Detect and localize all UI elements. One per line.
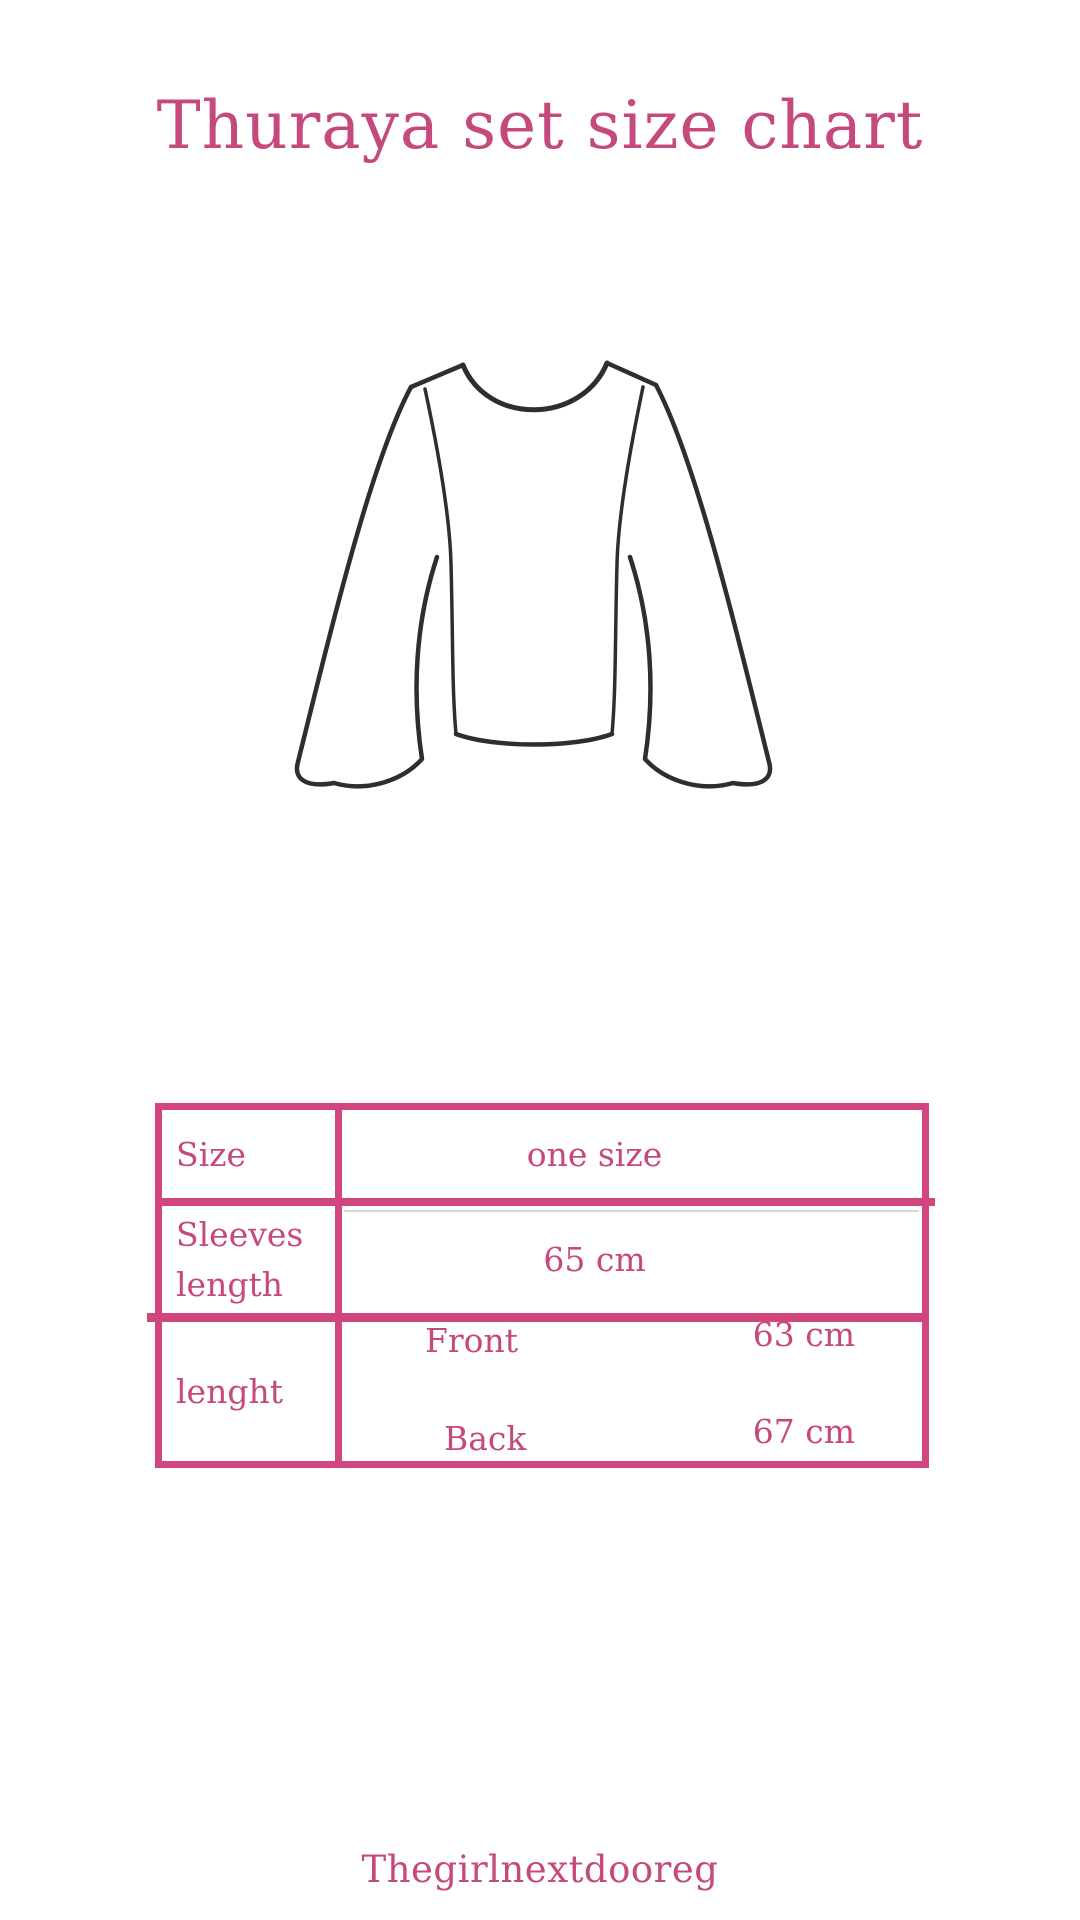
brand-footer: Thegirlnextdooreg [361,1848,719,1891]
row-sleeves-length-value: 65 cm [543,1240,646,1279]
row-size-value: one size [526,1134,663,1174]
page-title: Thuraya set size chart [156,87,924,165]
garment-illustration [240,338,840,793]
size-chart-table [155,1103,929,1468]
length-back-value: 67 cm [752,1412,855,1451]
table-row-divider-1 [157,1198,935,1206]
row-sleeves-length-label: Sleeves length [176,1214,304,1304]
length-front-value: 63 cm [752,1315,855,1354]
length-back-label: Back [444,1419,527,1458]
row-length-label: lenght [176,1372,283,1411]
row-size-label: Size [176,1134,247,1174]
table-column-divider [335,1103,342,1468]
length-front-label: Front [425,1321,519,1360]
blouse-line-drawing-icon [240,338,840,793]
